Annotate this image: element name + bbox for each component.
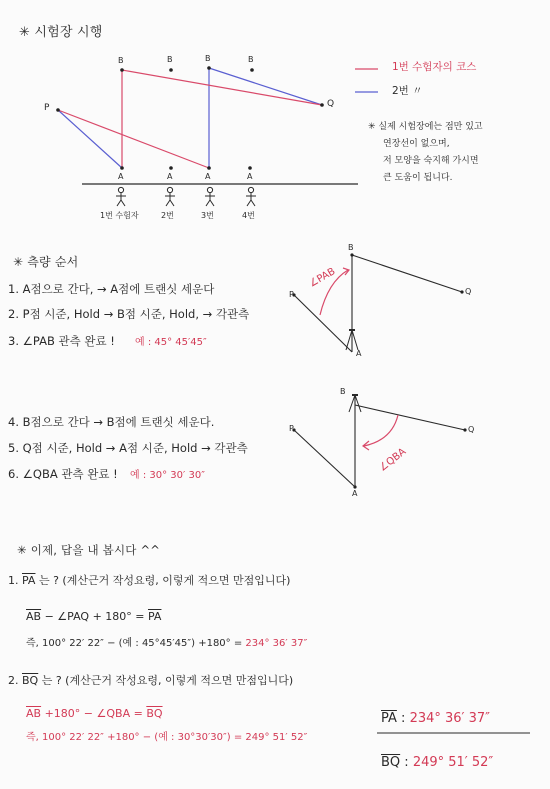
course2-path-b xyxy=(209,68,322,168)
section2-title: ✳ 측량 순서 xyxy=(13,255,79,269)
d2-label-b: B xyxy=(340,387,346,396)
f1-pa: $\overline{PA}$ xyxy=(147,610,162,623)
step-1: 1. A점으로 간다, → A점에 트랜싯 세운다 xyxy=(8,282,215,296)
legend-course2: 2번 〃 xyxy=(392,85,423,97)
section3-title: ✳ 이제, 답을 내 봅시다 ^^ xyxy=(17,543,161,557)
label-a1: A xyxy=(118,172,124,181)
q2-num: 2. xyxy=(8,674,19,687)
e2-text: 즉, 100° 22′ 22″ +180° − (예 : 30°30′30″) = xyxy=(26,732,246,743)
person-label-1: 1번 수험자 xyxy=(100,211,139,220)
note-line1: ✳ 실제 시험장에는 점만 있고 xyxy=(368,122,483,132)
label-a3: A xyxy=(205,172,211,181)
answer-bq-value: 249° 51′ 52″ xyxy=(412,755,494,770)
label-b4: B xyxy=(248,55,254,64)
label-b1: B xyxy=(118,56,124,65)
angle-qba-diagram xyxy=(292,395,466,489)
label-a4: A xyxy=(247,172,253,181)
example-2: 예 : 30° 30′ 30″ xyxy=(130,470,205,481)
f1-ab: $\overline{AB}$ xyxy=(26,610,42,623)
exam-site-diagram xyxy=(56,66,378,206)
d1-label-q: Q xyxy=(465,287,472,296)
label-b3: B xyxy=(205,54,211,63)
d1-label-b: B xyxy=(348,243,354,252)
label-a2: A xyxy=(167,172,173,181)
q2-rest: 는 ? (계산근거 작성요령, 이렇게 적으면 만점입니다) xyxy=(38,674,294,687)
q1-num: 1. xyxy=(8,574,19,587)
angle-qba-label: ∠QBA xyxy=(377,446,409,474)
step-5: 5. Q점 시준, Hold → A점 시준, Hold → 각관측 xyxy=(8,441,248,455)
answer-pa xyxy=(381,712,490,725)
e1-text: 즉, 100° 22′ 22″ − (예 : 45°45′45″) +180° = xyxy=(26,638,246,649)
d1-label-p: P xyxy=(289,290,294,299)
step-6: 6. ∠QBA 관측 완료 ! xyxy=(8,467,118,481)
example-calc-2 xyxy=(26,733,307,743)
answer-pa-value: 234° 36′ 37″ xyxy=(409,711,491,726)
f1-mid: − ∠PAQ + 180° = xyxy=(41,610,148,623)
person-label-3: 3번 xyxy=(201,211,214,220)
f2-mid: +180° − ∠QBA = xyxy=(41,707,147,720)
step-2: 2. P점 시준, Hold → B점 시준, Hold, → 각관측 xyxy=(8,307,250,321)
answer-bq-sep: : xyxy=(404,755,413,770)
d2-label-a: A xyxy=(352,489,358,498)
answer-bq-label: $\overline{BQ}$ xyxy=(381,755,401,770)
course1-path xyxy=(122,70,322,168)
course1-path-b xyxy=(58,110,209,168)
course2-path xyxy=(58,110,122,168)
label-q: Q xyxy=(327,99,335,109)
answer-bq xyxy=(381,756,493,769)
f2-ab: $\overline{AB}$ xyxy=(26,707,42,720)
angle-pab-diagram xyxy=(292,253,463,352)
note-line2: 연장선이 없으며, xyxy=(383,139,450,149)
person-label-2: 2번 xyxy=(161,211,174,220)
label-b2: B xyxy=(167,55,173,64)
d2-label-q: Q xyxy=(468,425,475,434)
q1-pa: $\overline{PA}$ xyxy=(22,574,36,587)
example-calc-1 xyxy=(26,639,307,649)
d2-label-p: P xyxy=(289,424,294,433)
legend-course1: 1번 수험자의 코스 xyxy=(392,61,477,73)
question-1 xyxy=(8,575,290,586)
answer-pa-sep: : xyxy=(401,711,410,726)
example-1: 예 : 45° 45′45″ xyxy=(135,337,207,348)
formula-1 xyxy=(26,611,161,622)
question-2 xyxy=(8,675,293,686)
formula-2 xyxy=(26,708,163,719)
e2-result: 249° 51′ 52″ xyxy=(245,732,308,743)
q2-bq: $\overline{BQ}$ xyxy=(22,674,39,687)
person-icon xyxy=(116,187,256,206)
d1-label-a: A xyxy=(356,349,362,358)
step-4: 4. B점으로 간다 → B점에 트랜싯 세운다. xyxy=(8,415,215,429)
person-label-4: 4번 xyxy=(242,211,255,220)
answer-pa-label: $\overline{PA}$ xyxy=(381,711,397,726)
label-p: P xyxy=(44,103,50,113)
q1-rest: 는 ? (계산근거 작성요령, 이렇게 적으면 만점입니다) xyxy=(35,574,291,587)
note-line4: 큰 도움이 됩니다. xyxy=(383,173,453,183)
angle-pab-label: ∠PAB xyxy=(307,266,338,290)
f2-bq: $\overline{BQ}$ xyxy=(146,707,163,720)
step-3: 3. ∠PAB 관측 완료 ! xyxy=(8,334,115,348)
e1-result: 234° 36′ 37″ xyxy=(245,638,308,649)
note-line3: 저 모양을 숙지해 가시면 xyxy=(383,156,479,166)
section1-title: ✳ 시험장 시행 xyxy=(19,25,103,40)
